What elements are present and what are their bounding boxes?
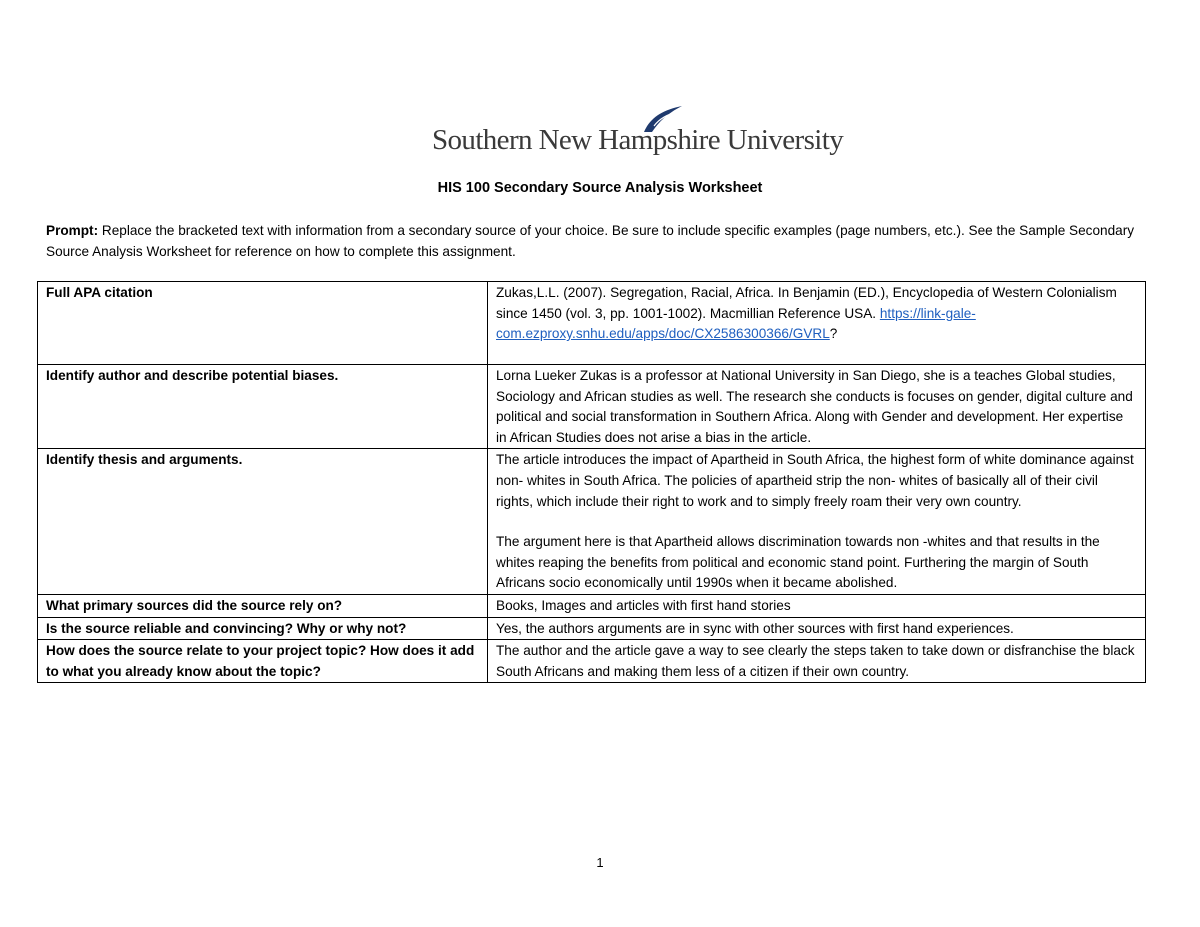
answer-cell: Lorna Lueker Zukas is a professor at National University in San Diego, she is a teaches Global studies, Sociology and African studies as well. The research she conducts is focuses on gender, digital culture and political and social transformation in Southern Africa. Along with Gender and development. Her expertise in African Studies does not arise a bias in the article. bbox=[488, 365, 1146, 449]
answer-cell bbox=[488, 282, 1146, 365]
answer-cell: The author and the article gave a way to see clearly the steps taken to take down or disfranchise the black South Africans and making them less of a citizen if their own country. bbox=[488, 640, 1146, 683]
snhu-logo bbox=[432, 104, 844, 160]
logo-text: Southern New Hampshire University bbox=[432, 124, 844, 156]
answer-suffix: ? bbox=[829, 326, 838, 342]
answer-paragraph: The article introduces the impact of Apartheid in South Africa, the highest form of white dominance against non- whites in South Africa. The policies of apartheid strip the non- whites of basically all of their civil rights, which include their right to work and to simply freely roam their very own country. bbox=[496, 452, 1134, 509]
prompt-paragraph bbox=[46, 220, 1136, 262]
table-row bbox=[38, 617, 1146, 640]
table-row bbox=[38, 282, 1146, 365]
question-cell: What primary sources did the source rely on? bbox=[38, 594, 488, 617]
paragraph-gap bbox=[496, 512, 1137, 532]
table-row bbox=[38, 640, 1146, 683]
table-row bbox=[38, 449, 1146, 595]
answer-cell: Books, Images and articles with first hand stories bbox=[488, 594, 1146, 617]
page-number: 1 bbox=[596, 855, 604, 870]
prompt-label: Prompt: bbox=[46, 223, 99, 238]
answer-cell: Yes, the authors arguments are in sync with other sources with first hand experiences. bbox=[488, 617, 1146, 640]
worksheet-title: HIS 100 Secondary Source Analysis Worksheet bbox=[437, 180, 763, 196]
answer-cell bbox=[488, 449, 1146, 595]
prompt-text: Replace the bracketed text with information from a secondary source of your choice. Be sure to include specific examples (page numbers, etc.). See the Sample Secondary Source Analysis Worksheet for reference on how to complete this assignment. bbox=[46, 223, 1135, 259]
worksheet-table bbox=[37, 281, 1146, 683]
question-cell: Full APA citation bbox=[38, 282, 488, 365]
answer-paragraph: The argument here is that Apartheid allows discrimination towards non -whites and that results in the whites reaping the benefits from political and economic stand point. Furthering the margin of South Africans socio economically until 1990s when it became abolished. bbox=[496, 534, 1100, 591]
question-cell: Is the source reliable and convincing? Why or why not? bbox=[38, 617, 488, 640]
answer-text: Zukas,L.L. (2007). Segregation, Racial, Africa. In Benjamin (ED.), Encyclopedia of Western Colonialism since 1450 (vol. 3, pp. 1001-1002). Macmillian Reference USA. bbox=[496, 285, 1117, 321]
question-cell: Identify thesis and arguments. bbox=[38, 449, 488, 595]
question-cell: Identify author and describe potential biases. bbox=[38, 365, 488, 449]
citation-link[interactable]: https://link-gale-com.ezproxy.snhu.edu/apps/doc/CX2586300366/GVRL bbox=[496, 305, 976, 342]
question-cell: How does the source relate to your project topic? How does it add to what you already know about the topic? bbox=[38, 640, 488, 683]
table-row bbox=[38, 365, 1146, 449]
table-row bbox=[38, 594, 1146, 617]
